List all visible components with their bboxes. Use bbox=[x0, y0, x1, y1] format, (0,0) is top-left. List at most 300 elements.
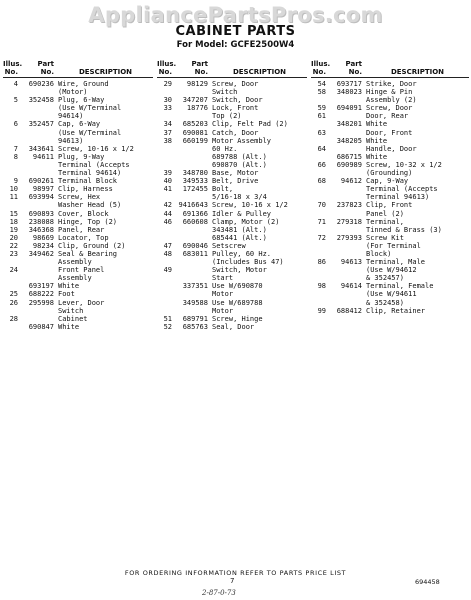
part-row bbox=[157, 242, 307, 250]
part-description: Hinge, Top (2) bbox=[58, 217, 118, 226]
part-description: Tinned & Brass (3) bbox=[366, 225, 442, 234]
part-number: 347207 bbox=[182, 96, 208, 105]
part-row bbox=[311, 226, 469, 234]
illus-number bbox=[157, 274, 172, 282]
part-description: & 352457) bbox=[366, 274, 404, 283]
part-number: 98669 bbox=[32, 233, 54, 242]
part-description: Switch, Door bbox=[212, 96, 263, 105]
illus-number: 61 bbox=[317, 112, 326, 121]
header-description-label: DESCRIPTION bbox=[390, 68, 445, 76]
part-description: Terminal, bbox=[366, 217, 404, 226]
header-divider bbox=[311, 77, 469, 78]
part-description: White bbox=[58, 322, 80, 331]
part-row bbox=[3, 112, 153, 120]
part-row bbox=[311, 274, 469, 282]
part-row bbox=[157, 169, 307, 177]
illus-number: 58 bbox=[317, 88, 326, 97]
header-part-no-label: No. bbox=[40, 68, 54, 76]
part-number: 690081 bbox=[182, 128, 208, 137]
part-number: 295998 bbox=[28, 298, 54, 307]
part-row bbox=[3, 258, 153, 266]
illus-number: 42 bbox=[163, 201, 172, 210]
illus-number: 63 bbox=[317, 128, 326, 137]
model-subtitle: For Model: GCFE2500W4 bbox=[176, 40, 295, 50]
part-number: 94613 bbox=[340, 258, 362, 267]
illus-number bbox=[157, 88, 172, 96]
illus-number: 26 bbox=[9, 298, 18, 307]
part-number bbox=[172, 307, 212, 315]
part-description: Top (2) bbox=[212, 112, 242, 121]
part-row bbox=[311, 104, 469, 112]
illus-number bbox=[311, 185, 326, 193]
part-number bbox=[18, 137, 58, 145]
part-row bbox=[3, 80, 153, 88]
part-number bbox=[172, 153, 212, 161]
parts-column-2 bbox=[157, 60, 307, 331]
part-row bbox=[3, 153, 153, 161]
illus-number: 44 bbox=[163, 209, 172, 218]
part-number: 690236 bbox=[28, 80, 54, 88]
part-description: (For Terminal bbox=[366, 241, 421, 250]
part-row bbox=[157, 299, 307, 307]
part-description: 689788 (Alt.) bbox=[212, 152, 267, 161]
illus-number bbox=[3, 307, 18, 315]
part-number: 660199 bbox=[182, 136, 208, 145]
illus-number: 47 bbox=[163, 241, 172, 250]
part-number: 98997 bbox=[32, 185, 54, 194]
illus-number: 49 bbox=[163, 266, 172, 275]
part-row bbox=[157, 145, 307, 153]
part-number: 690893 bbox=[28, 209, 54, 218]
header-description bbox=[366, 60, 469, 76]
part-description: Setscrew bbox=[212, 241, 246, 250]
part-row bbox=[157, 266, 307, 274]
part-number bbox=[18, 104, 58, 112]
illus-number bbox=[157, 234, 172, 242]
part-row bbox=[3, 96, 153, 104]
illus-number bbox=[157, 307, 172, 315]
illus-number: 48 bbox=[163, 249, 172, 258]
parts-rows bbox=[157, 80, 307, 331]
illus-number: 33 bbox=[163, 104, 172, 113]
part-description: 60 Hz. bbox=[212, 144, 238, 153]
part-row bbox=[157, 290, 307, 298]
part-number: 237823 bbox=[336, 201, 362, 210]
part-number bbox=[326, 96, 366, 104]
illus-number bbox=[311, 96, 326, 104]
part-row bbox=[157, 112, 307, 120]
part-number: 693197 bbox=[28, 282, 54, 291]
part-row bbox=[3, 185, 153, 193]
part-description: White bbox=[366, 136, 388, 145]
part-number: 352458 bbox=[28, 96, 54, 105]
illus-number bbox=[311, 250, 326, 258]
part-row bbox=[311, 80, 469, 88]
part-number: 694091 bbox=[336, 104, 362, 113]
part-description: Plug, 9-Way bbox=[58, 152, 105, 161]
part-number: 352457 bbox=[28, 120, 54, 129]
part-number: 685763 bbox=[182, 322, 208, 331]
part-description: Locator, Top bbox=[58, 233, 109, 242]
part-row bbox=[3, 234, 153, 242]
part-description: 685441 (Alt.) bbox=[212, 233, 267, 242]
illus-number: 10 bbox=[9, 185, 18, 194]
part-row bbox=[311, 266, 469, 274]
part-description: Front Panel bbox=[58, 266, 105, 275]
illus-number: 15 bbox=[9, 209, 18, 218]
document-number: 694458 bbox=[415, 578, 440, 586]
part-row bbox=[311, 258, 469, 266]
part-description: Cabinet bbox=[58, 314, 88, 323]
illus-number bbox=[157, 226, 172, 234]
part-row bbox=[3, 315, 153, 323]
illus-number bbox=[311, 274, 326, 282]
part-number: 690046 bbox=[182, 241, 208, 250]
part-number: 94614 bbox=[340, 282, 362, 291]
part-number bbox=[172, 290, 212, 298]
part-number: 691366 bbox=[182, 209, 208, 218]
part-description: Assembly bbox=[58, 258, 92, 267]
part-description: Panel (2) bbox=[366, 209, 404, 218]
part-row bbox=[311, 282, 469, 290]
part-description: 94614) bbox=[58, 112, 84, 121]
illus-number: 54 bbox=[317, 80, 326, 88]
illus-number: 40 bbox=[163, 177, 172, 186]
part-row bbox=[3, 88, 153, 96]
part-row bbox=[157, 153, 307, 161]
part-description: Motor bbox=[212, 290, 234, 299]
part-row bbox=[3, 242, 153, 250]
part-row bbox=[157, 282, 307, 290]
part-row bbox=[157, 88, 307, 96]
parts-rows bbox=[311, 80, 469, 315]
part-description: 94613) bbox=[58, 136, 84, 145]
part-description: Start bbox=[212, 274, 234, 283]
illus-number: 68 bbox=[317, 177, 326, 186]
part-number bbox=[326, 242, 366, 250]
part-number bbox=[326, 129, 366, 137]
illus-number: 98 bbox=[317, 282, 326, 291]
header-part-no-label: No. bbox=[348, 68, 362, 76]
header-description bbox=[58, 60, 153, 76]
part-row bbox=[311, 169, 469, 177]
part-number bbox=[18, 129, 58, 137]
illus-number: 30 bbox=[163, 96, 172, 105]
part-description: Door, Rear bbox=[366, 112, 409, 121]
part-description: Clip, Harness bbox=[58, 185, 113, 194]
part-row bbox=[311, 299, 469, 307]
part-description: Seal & Bearing bbox=[58, 249, 118, 258]
part-row bbox=[157, 193, 307, 201]
illus-number: 4 bbox=[13, 80, 18, 88]
header-description bbox=[212, 60, 307, 76]
part-description: Catch, Door bbox=[212, 128, 259, 137]
part-row bbox=[311, 120, 469, 128]
part-description: Panel, Rear bbox=[58, 225, 105, 234]
part-description: Terminal (Accepts bbox=[366, 185, 438, 194]
illus-number: 24 bbox=[9, 266, 18, 275]
part-number: 98234 bbox=[32, 241, 54, 250]
watermark: AppliancePartsPros.com bbox=[88, 3, 383, 27]
part-description: Screw, Hex bbox=[58, 193, 101, 202]
part-description: Base, Motor bbox=[212, 169, 259, 178]
illus-number bbox=[3, 104, 18, 112]
part-description: Block) bbox=[366, 249, 392, 258]
part-row bbox=[157, 185, 307, 193]
part-number: 688222 bbox=[28, 290, 54, 299]
part-description: Switch bbox=[58, 306, 84, 315]
illus-number bbox=[311, 266, 326, 274]
header-part-label: Part bbox=[191, 60, 208, 68]
part-description: Assembly (2) bbox=[366, 96, 417, 105]
page-number: 7 bbox=[230, 577, 235, 585]
part-number: 238088 bbox=[28, 217, 54, 226]
part-number: 94611 bbox=[32, 152, 54, 161]
part-description: Terminal, Female bbox=[366, 282, 434, 291]
illus-number: 11 bbox=[9, 193, 18, 202]
illus-number bbox=[311, 137, 326, 145]
illus-number bbox=[157, 193, 172, 201]
part-number bbox=[18, 169, 58, 177]
part-number bbox=[18, 88, 58, 96]
part-row bbox=[311, 153, 469, 161]
part-number bbox=[18, 258, 58, 266]
part-description: Cap, 6-Way bbox=[58, 120, 101, 129]
part-row bbox=[311, 96, 469, 104]
illus-number: 52 bbox=[163, 322, 172, 331]
part-row bbox=[3, 282, 153, 290]
part-description: Terminal 94613) bbox=[366, 193, 430, 202]
part-description: Clip, Retainer bbox=[366, 306, 426, 315]
illus-number bbox=[3, 161, 18, 169]
header-part-no-label: No. bbox=[194, 68, 208, 76]
header-part-label: Part bbox=[37, 60, 54, 68]
part-row bbox=[157, 137, 307, 145]
part-number: 690261 bbox=[28, 177, 54, 186]
part-number bbox=[326, 290, 366, 298]
part-description: Clip, Front bbox=[366, 201, 413, 210]
part-row bbox=[311, 201, 469, 209]
part-description: Terminal Block bbox=[58, 177, 118, 186]
part-number bbox=[326, 185, 366, 193]
part-description: Lever, Door bbox=[58, 298, 105, 307]
part-description: (Use W/Terminal bbox=[58, 128, 122, 137]
illus-number bbox=[3, 169, 18, 177]
part-row bbox=[3, 201, 153, 209]
part-description: White bbox=[58, 282, 80, 291]
illus-number bbox=[311, 120, 326, 128]
part-description: Wire, Ground bbox=[58, 80, 109, 88]
header-illus-no-label: No. bbox=[158, 68, 172, 76]
column-header bbox=[3, 60, 153, 76]
part-description: Hinge & Pin bbox=[366, 88, 413, 97]
illus-number bbox=[311, 290, 326, 298]
part-description: Clip, Felt Pad (2) bbox=[212, 120, 288, 129]
part-description: Foot bbox=[58, 290, 75, 299]
part-row bbox=[3, 250, 153, 258]
illus-number: 38 bbox=[163, 136, 172, 145]
part-description: Plug, 6-Way bbox=[58, 96, 105, 105]
part-row bbox=[3, 218, 153, 226]
part-number: 690847 bbox=[28, 322, 54, 331]
illus-number: 25 bbox=[9, 290, 18, 299]
part-description: 343481 (Alt.) bbox=[212, 225, 267, 234]
illus-number: 5 bbox=[13, 96, 18, 105]
illus-number bbox=[311, 193, 326, 201]
header-part-label: Part bbox=[345, 60, 362, 68]
part-description: Switch, Motor bbox=[212, 266, 267, 275]
part-description: Assembly bbox=[58, 274, 92, 283]
header-description-label: DESCRIPTION bbox=[78, 68, 133, 76]
part-description: (Includes Bus 47) bbox=[212, 258, 284, 267]
illus-number bbox=[311, 242, 326, 250]
part-number bbox=[326, 274, 366, 282]
column-header bbox=[311, 60, 469, 76]
illus-number: 41 bbox=[163, 185, 172, 194]
part-row bbox=[3, 210, 153, 218]
illus-number bbox=[311, 299, 326, 307]
illus-number: 46 bbox=[163, 217, 172, 226]
part-number bbox=[172, 274, 212, 282]
part-description: Screw, 10-32 x 1/2 bbox=[366, 160, 442, 169]
part-number: 18776 bbox=[186, 104, 208, 113]
part-number: 348205 bbox=[336, 136, 362, 145]
part-number: 690989 bbox=[336, 160, 362, 169]
part-number bbox=[18, 112, 58, 120]
ordering-info-note: FOR ORDERING INFORMATION REFER TO PARTS PRICE LIST bbox=[124, 569, 347, 577]
illus-number: 20 bbox=[9, 233, 18, 242]
part-row bbox=[311, 242, 469, 250]
header-illus-no bbox=[157, 60, 177, 76]
part-number: 660608 bbox=[182, 217, 208, 226]
part-row bbox=[3, 290, 153, 298]
part-number: 683011 bbox=[182, 249, 208, 258]
illus-number bbox=[3, 323, 18, 331]
part-row bbox=[3, 137, 153, 145]
header-divider bbox=[3, 77, 153, 78]
part-description: Belt, Drive bbox=[212, 177, 259, 186]
illus-number bbox=[3, 282, 18, 290]
header-illus-label: Illus. bbox=[157, 60, 177, 68]
part-description: Switch bbox=[212, 88, 238, 97]
part-description: Use W/690870 bbox=[212, 282, 263, 291]
handwritten-note: 2-87-0-73 bbox=[202, 589, 236, 597]
part-row bbox=[157, 258, 307, 266]
part-number bbox=[326, 145, 366, 153]
part-description: Motor bbox=[212, 306, 234, 315]
part-number bbox=[18, 307, 58, 315]
part-description: Pulley, 60 Hz. bbox=[212, 249, 272, 258]
illus-number: 6 bbox=[13, 120, 18, 129]
part-number: 279393 bbox=[336, 233, 362, 242]
part-description: Clip, Ground (2) bbox=[58, 241, 126, 250]
part-description: Motor Assembly bbox=[212, 136, 272, 145]
part-number bbox=[18, 201, 58, 209]
part-row bbox=[157, 323, 307, 331]
part-number bbox=[172, 161, 212, 169]
illus-number: 29 bbox=[163, 80, 172, 88]
part-number: 98129 bbox=[186, 80, 208, 88]
page-title: CABINET PARTS bbox=[175, 24, 296, 39]
illus-number: 7 bbox=[13, 144, 18, 153]
part-number bbox=[172, 226, 212, 234]
parts-column-1 bbox=[3, 60, 153, 331]
part-row bbox=[157, 307, 307, 315]
illus-number: 70 bbox=[317, 201, 326, 210]
part-row bbox=[311, 307, 469, 315]
part-description: Door, Front bbox=[366, 128, 413, 137]
part-number: 348201 bbox=[336, 120, 362, 129]
part-row bbox=[157, 315, 307, 323]
part-row bbox=[311, 137, 469, 145]
part-row bbox=[3, 104, 153, 112]
part-description: Bolt, bbox=[212, 185, 234, 194]
part-row bbox=[157, 226, 307, 234]
part-description: Screw, 10-16 x 1/2 bbox=[212, 201, 288, 210]
part-description: 5/16-18 x 3/4 bbox=[212, 193, 267, 202]
part-number bbox=[172, 258, 212, 266]
part-row bbox=[157, 218, 307, 226]
part-row bbox=[311, 210, 469, 218]
part-row bbox=[3, 266, 153, 274]
illus-number bbox=[3, 88, 18, 96]
part-number bbox=[172, 234, 212, 242]
part-row bbox=[157, 80, 307, 88]
part-row bbox=[3, 145, 153, 153]
illus-number: 86 bbox=[317, 258, 326, 267]
part-number bbox=[18, 274, 58, 282]
part-row bbox=[157, 129, 307, 137]
header-part-no bbox=[18, 60, 58, 76]
part-row bbox=[157, 177, 307, 185]
part-number: 349588 bbox=[182, 298, 208, 307]
part-row bbox=[3, 120, 153, 128]
illus-number: 22 bbox=[9, 241, 18, 250]
part-number: 693717 bbox=[336, 80, 362, 88]
part-number bbox=[326, 266, 366, 274]
part-number bbox=[326, 226, 366, 234]
part-description: Screw, Hinge bbox=[212, 314, 263, 323]
part-description: Terminal 94614) bbox=[58, 169, 122, 178]
part-number bbox=[326, 112, 366, 120]
header-part-no bbox=[326, 60, 366, 76]
part-row bbox=[311, 185, 469, 193]
part-row bbox=[3, 307, 153, 315]
part-number: 94612 bbox=[340, 177, 362, 186]
part-row bbox=[3, 226, 153, 234]
part-number bbox=[18, 315, 58, 323]
illus-number: 23 bbox=[9, 249, 18, 258]
part-description: (Use W/94612 bbox=[366, 266, 417, 275]
illus-number bbox=[157, 112, 172, 120]
part-row bbox=[311, 250, 469, 258]
part-row bbox=[311, 112, 469, 120]
illus-number bbox=[3, 137, 18, 145]
part-row bbox=[311, 88, 469, 96]
part-number: 9416643 bbox=[178, 201, 208, 210]
illus-number: 19 bbox=[9, 225, 18, 234]
illus-number bbox=[157, 299, 172, 307]
part-description: White bbox=[366, 120, 388, 129]
illus-number: 51 bbox=[163, 314, 172, 323]
illus-number bbox=[157, 153, 172, 161]
header-illus-no bbox=[311, 60, 331, 76]
part-row bbox=[3, 299, 153, 307]
header-illus-label: Illus. bbox=[3, 60, 23, 68]
part-number bbox=[172, 266, 212, 274]
part-description: Cap, 9-Way bbox=[366, 177, 409, 186]
part-number bbox=[172, 193, 212, 201]
